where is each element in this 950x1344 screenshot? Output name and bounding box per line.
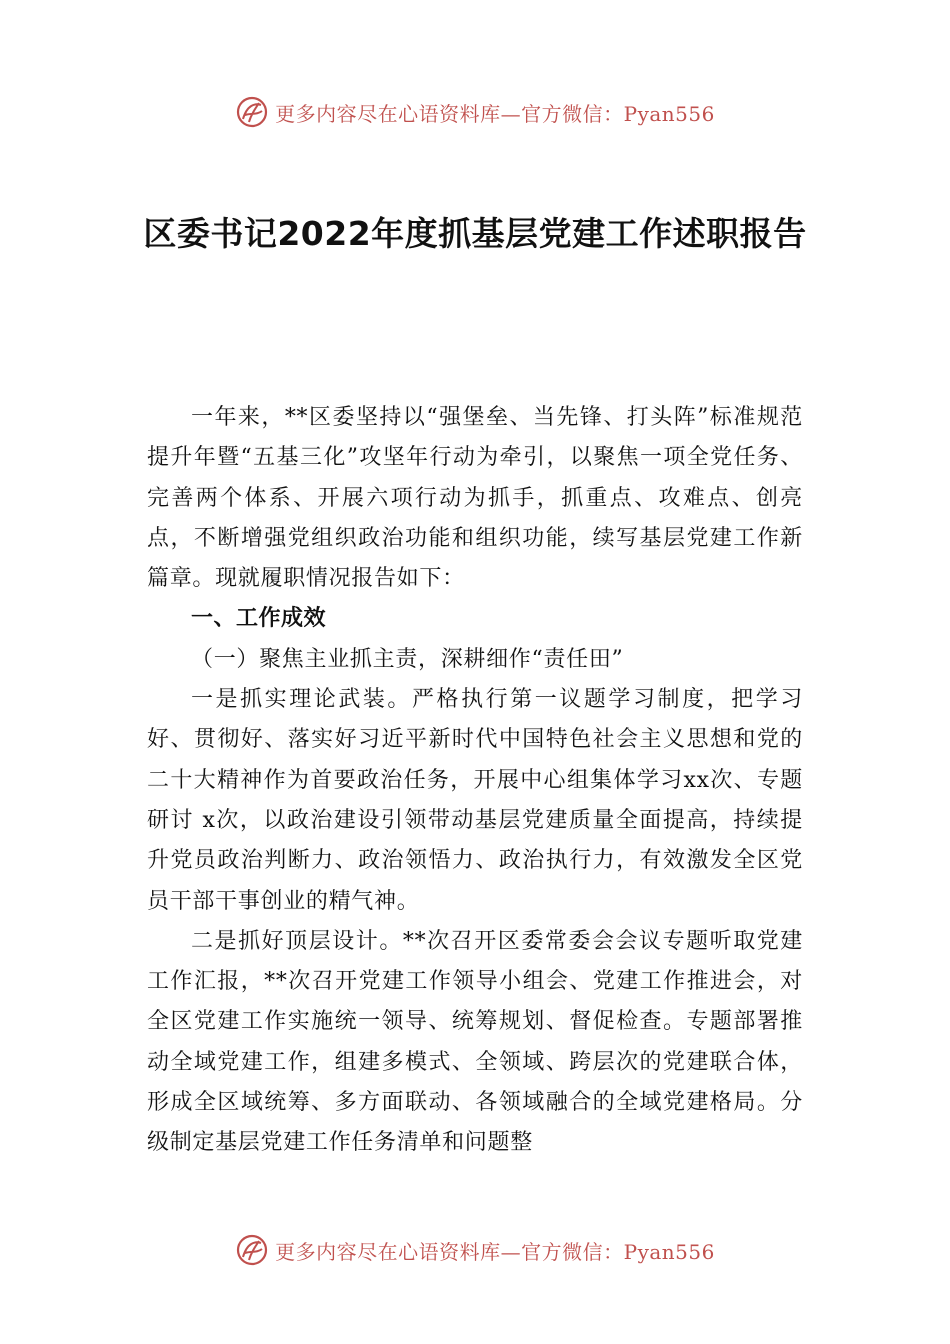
intro-paragraph: 一年来，**区委坚持以“强堡垒、当先锋、打头阵”标准规范提升年暨“五基三化”攻坚年行动为牵引，以聚焦一项全党任务、完善两个体系、开展六项行动为抓手，抓重点、攻难点、创亮点，不断增强党组织政治功能和组织功能，续写基层党建工作新篇章。现就履职情况报告如下： [147,405,803,592]
body-paragraph-1: 一是抓实理论武装。严格执行第一议题学习制度，把学习好、贯彻好、落实好习近平新时代中国特色社会主义思想和党的二十大精神作为首要政治任务，开展中心组集体学习xx次、专题研讨 x次，以政治建设引领带动基层党建质量全面提高，持续提升党员政治判断力、政治领悟力、政治执行力，有效激发全区党员干部干事创业的精气神。 [147,687,803,914]
watermark-text: 更多内容尽在心语资料库—官方微信：Pyan556 [275,1239,715,1264]
signature-logo-icon [235,95,269,129]
document-title: 区委书记2022年度抓基层党建工作述职报告 [143,214,807,253]
watermark-banner-top [0,95,950,129]
subsection-heading: （一）聚焦主业抓主责，深耕细作“责任田” [191,646,624,672]
body-paragraph-2: 二是抓好顶层设计。**次召开区委常委会会议专题听取党建工作汇报，**次召开党建工作领导小组会、党建工作推进会，对全区党建工作实施统一领导、统筹规划、督促检查。专题部署推动全域党建工作，组建多模式、全领域、跨层次的党建联合体，形成全区域统筹、多方面联动、各领域融合的全域党建格局。分级制定基层党建工作任务清单和问题整 [147,928,803,1156]
section-heading: 一、工作成效 [191,606,327,632]
watermark-banner-bottom [0,1233,950,1267]
watermark-text: 更多内容尽在心语资料库—官方微信：Pyan556 [275,101,715,126]
document-body [147,398,803,1164]
signature-logo-icon [235,1233,269,1267]
